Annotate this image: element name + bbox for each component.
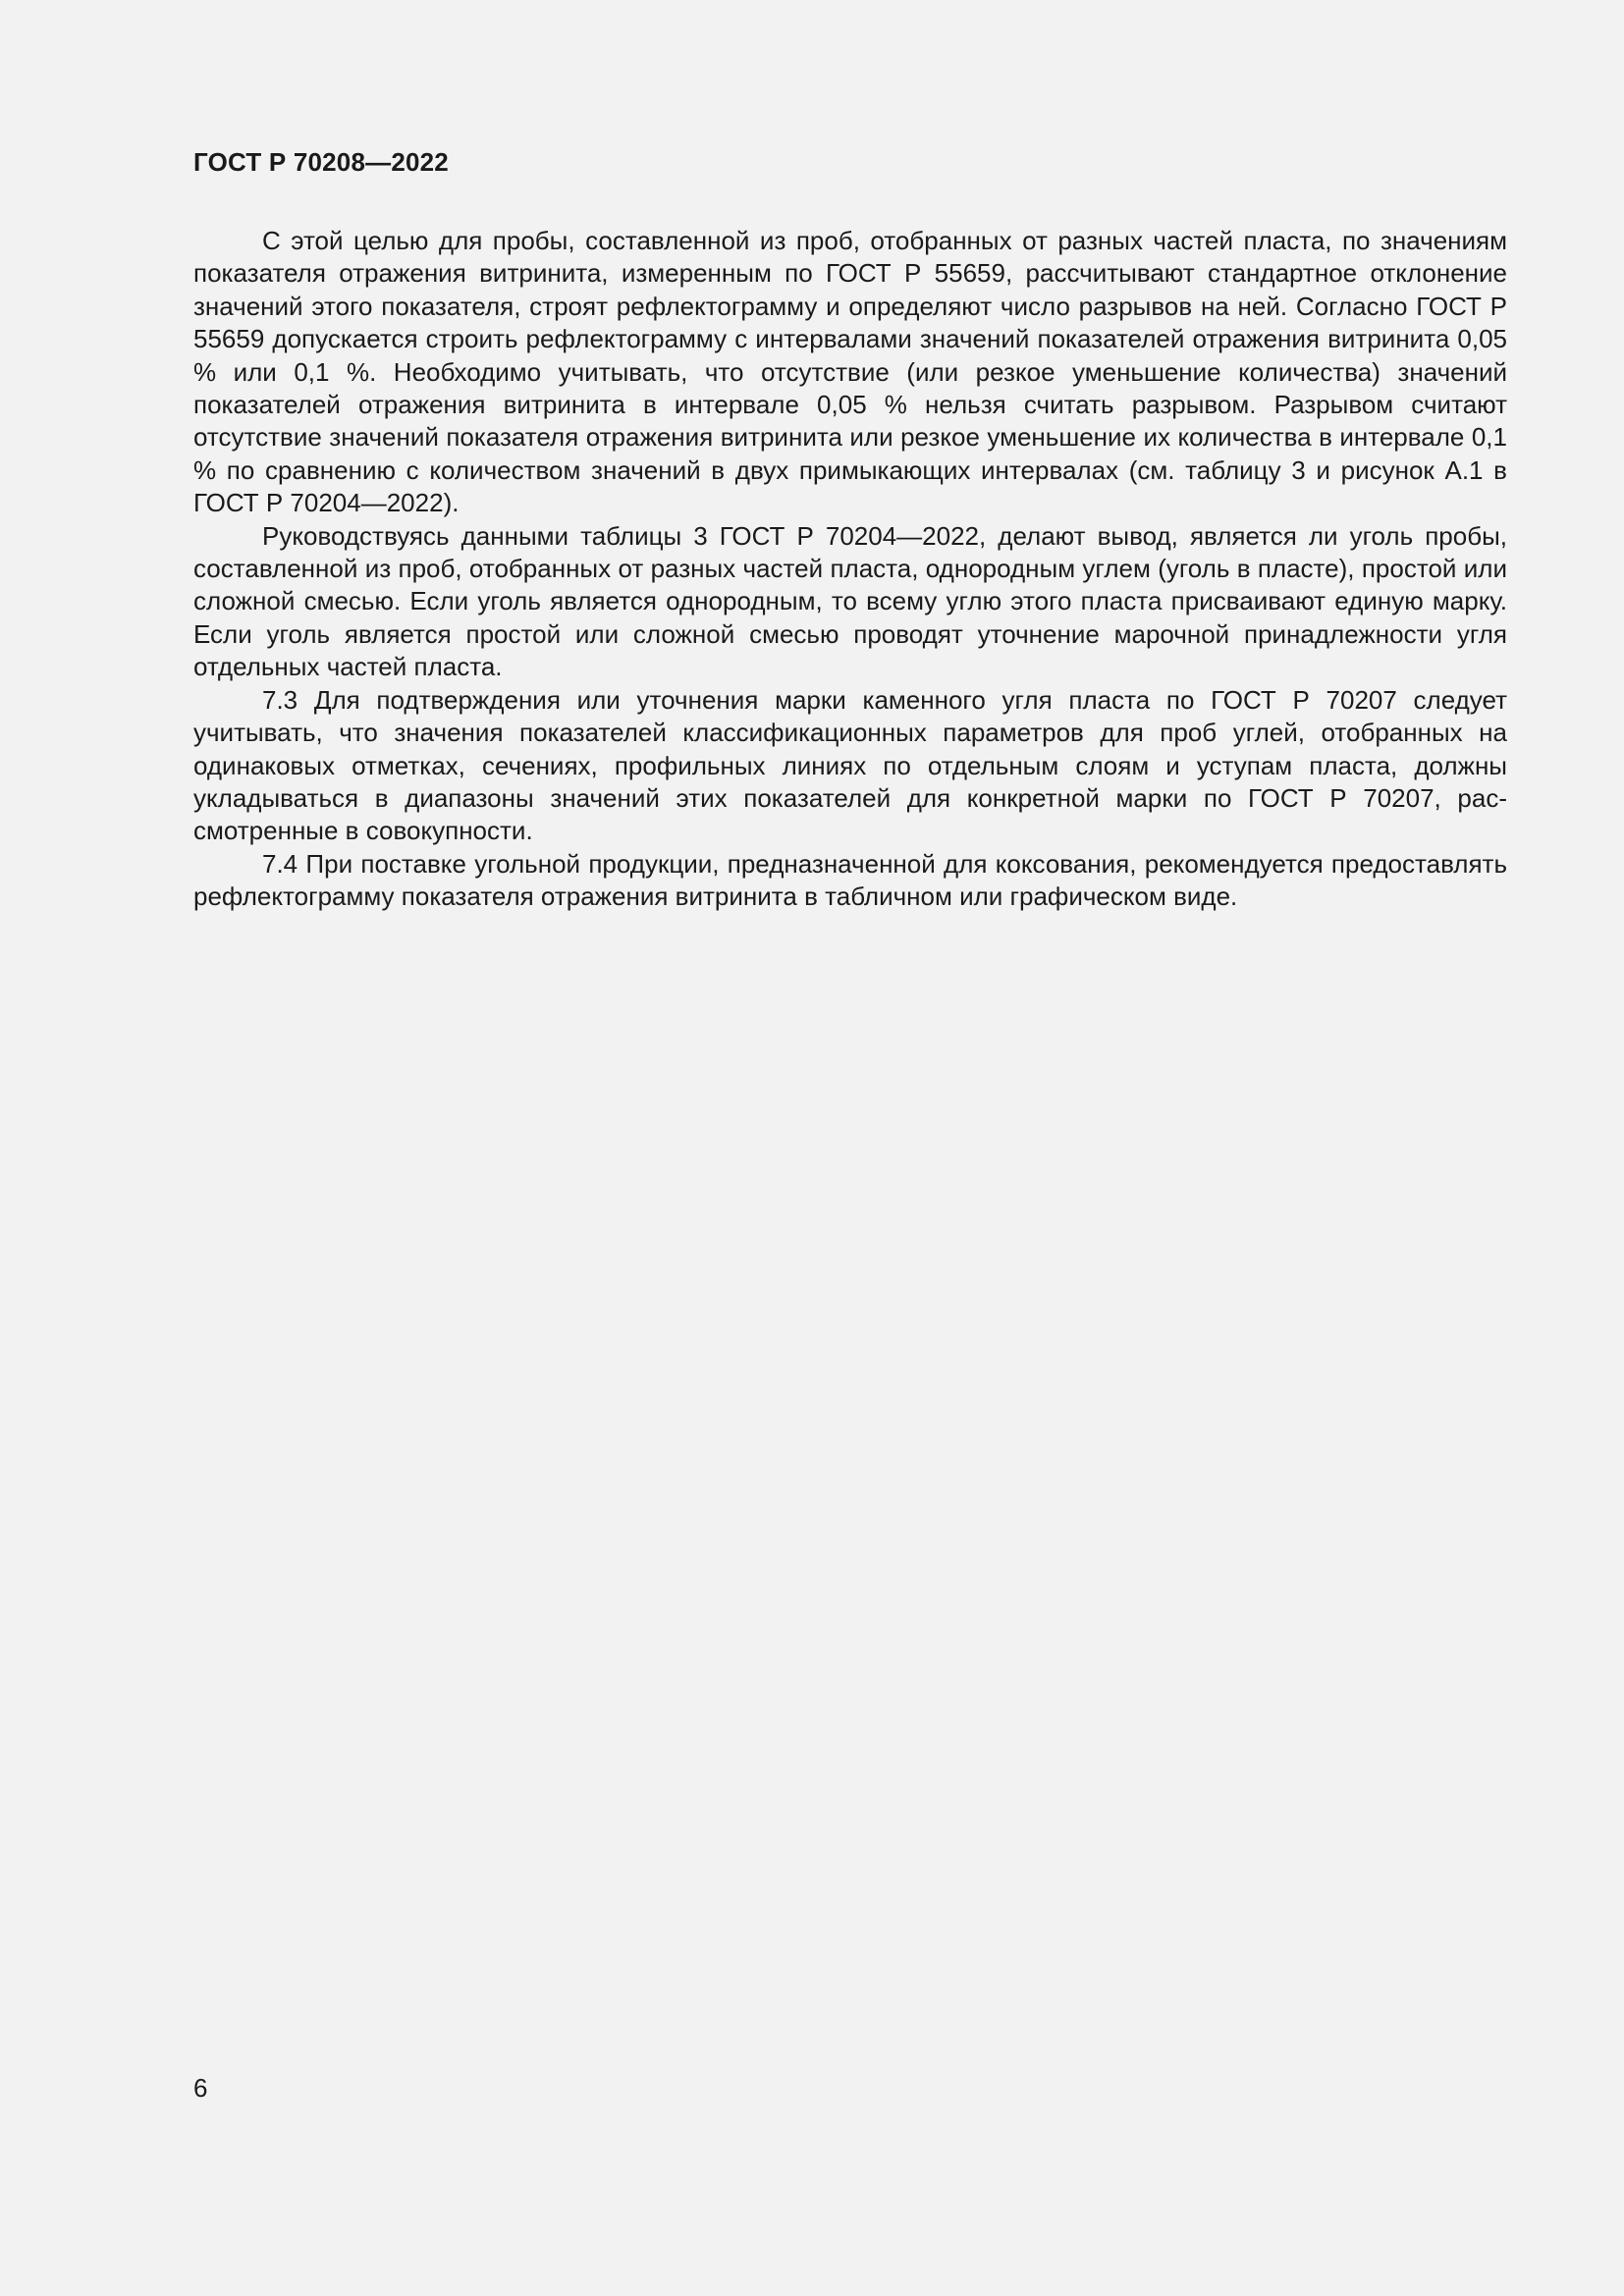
document-header: ГОСТ Р 70208—2022 xyxy=(193,147,449,177)
paragraph-7-3: 7.3 Для подтверждения или уточнения марки каменного угля пласта по ГОСТ Р 70207 следует учитывать, что значения показателей классификационных параметров для проб углей, отобранных на одинаковых отметках, сечениях, профильных линиях по отдельным слоям и уступам пласта, должны укладываться в диапазоны значений этих показателей для конкретной марки по ГОСТ Р 70207, рассмотренные в совокупности. xyxy=(193,684,1507,846)
body-text xyxy=(193,225,1507,914)
paragraph-7-4: 7.4 При поставке угольной продукции, предназначенной для коксования, рекомендуется предоставлять рефлектограмму показателя отражения витринита в табличном или графическом виде. xyxy=(193,848,1507,912)
page-number: 6 xyxy=(193,2073,208,2103)
paragraph-table-3-conclusion: Руководствуясь данными таблицы 3 ГОСТ Р 70204—2022, делают вывод, является ли уголь пробы, составленной из проб, отобранных от разных частей пласта, однородным углем (уголь в пласте), простой или сложной смесью. Если уголь является однородным, то всему углю этого пласта присваивают единую марку. Если уголь является простой или сложной смесью проводят уточнение марочной принадлежности угля отдельных частей пласта. xyxy=(193,520,1507,682)
paragraph-reflectogram: С этой целью для пробы, составленной из проб, отобранных от разных частей пласта, по значениям показателя отражения витринита, измеренным по ГОСТ Р 55659, рассчитывают стандартное отклонение значений этого показателя, строят рефлектограмму и определяют число разрывов на ней. Согласно ГОСТ Р 55659 допускается строить рефлектограмму с интервалами значений показателей отражения витринита 0,05 % или 0,1 %. Необходимо учитывать, что отсутствие (или резкое уменьшение количества) значений показателей отражения витринита в интервале 0,05 % нельзя считать разрывом. Разрывом считают отсутствие значений показателя отражения витринита или резкое уменьшение их количества в интервале 0,1 % по сравнению с количеством значений в двух примыкающих интервалах (см. таблицу 3 и рисунок А.1 в ГОСТ Р 70204—2022). xyxy=(193,226,1507,518)
